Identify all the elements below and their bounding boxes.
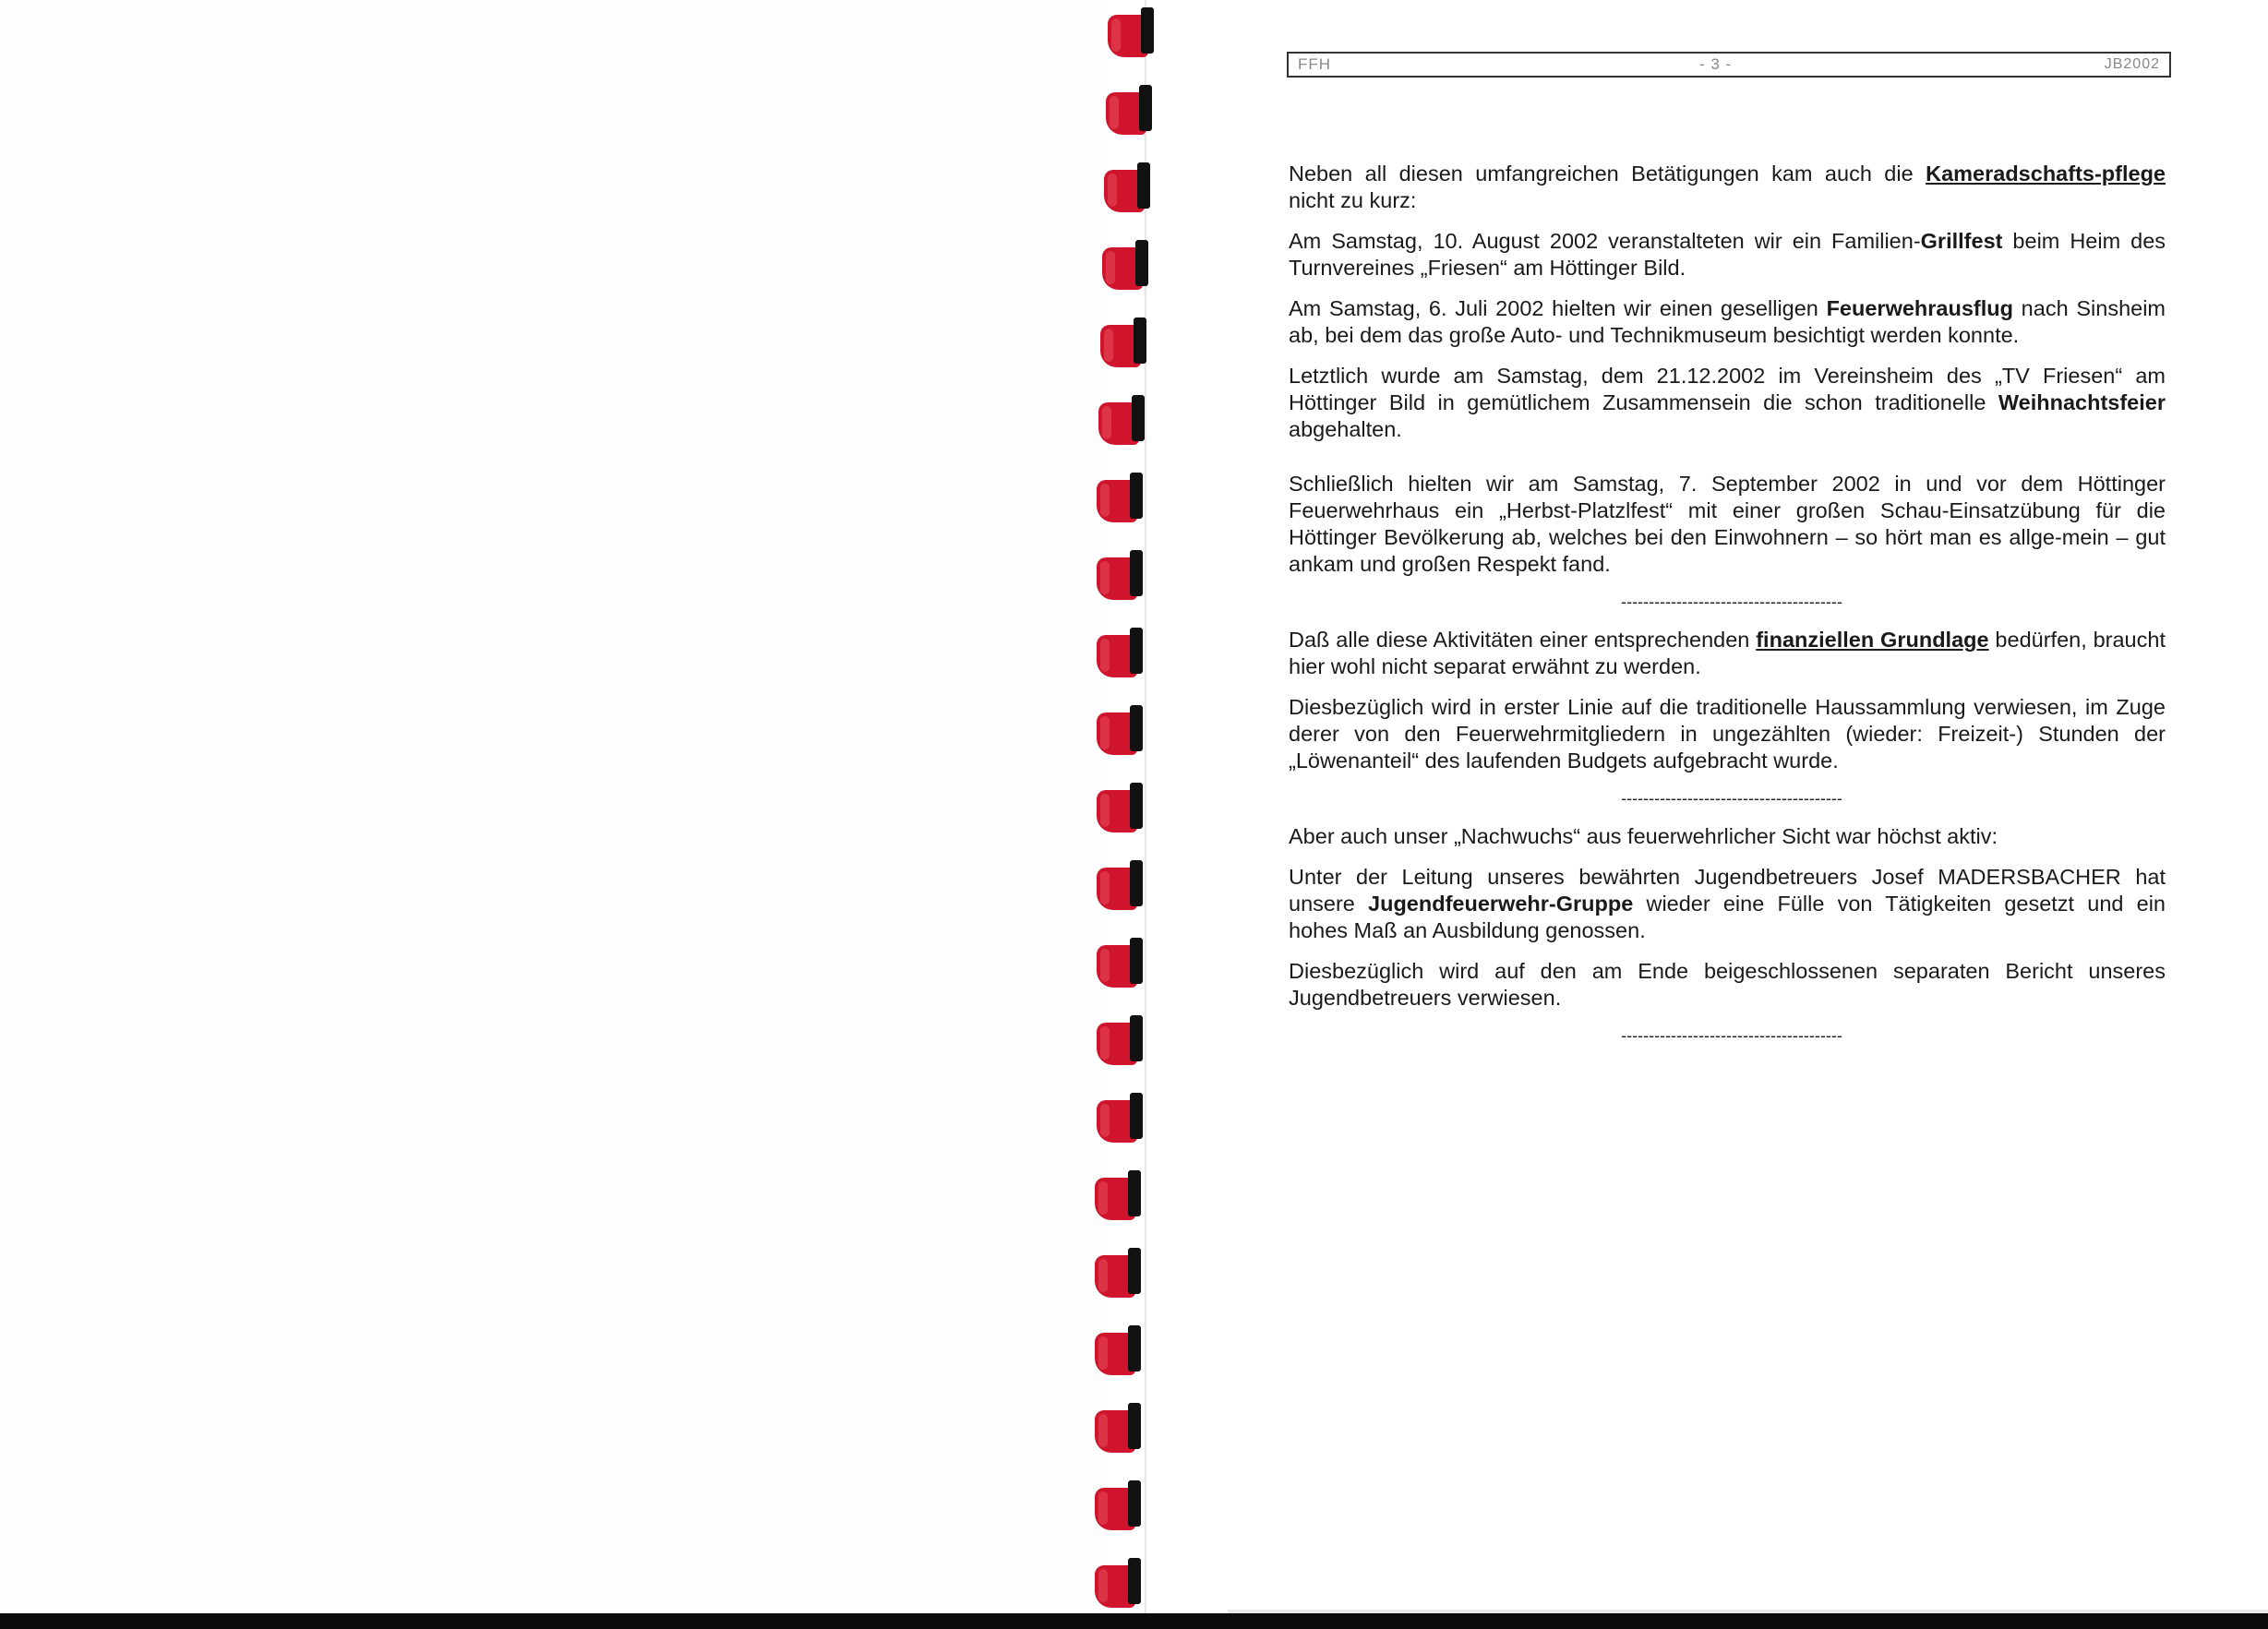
bold-term: Jugendfeuerwehr-Gruppe bbox=[1368, 892, 1634, 916]
binding-ring bbox=[1076, 1556, 1150, 1610]
binding-ring bbox=[1078, 936, 1152, 989]
paragraph: Diesbezüglich wird auf den am Ende beigeschlossenen separaten Bericht unseres Jugendbetreuers verwiesen. bbox=[1289, 959, 2166, 1010]
binding-ring bbox=[1082, 316, 1156, 369]
paragraph: Unter der Leitung unseres bewährten Jugendbetreuers Josef MADERSBACHER hat unsere Jugendfeuerwehr-Gruppe wieder eine Fülle von Tätigkeiten gesetzt und ein hohes Maß an Ausbildung genossen. bbox=[1289, 865, 2166, 942]
binding-ring bbox=[1076, 1246, 1150, 1300]
bold-term: Feuerwehrausflug bbox=[1826, 296, 2013, 320]
binding-ring bbox=[1087, 83, 1161, 137]
underlined-bold-term: finanziellen Grundlage bbox=[1756, 628, 1989, 652]
paragraph: Diesbezüglich wird in erster Linie auf die traditionelle Haussammlung verwiesen, im Zuge derer von den Feuerwehrmitgliedern in ungezählten (wieder: Freizeit-) Stunden der „Löwenanteil“ des laufenden Budgets aufgebracht wurde. bbox=[1289, 695, 2166, 773]
binding-ring bbox=[1076, 1168, 1150, 1222]
binding-ring bbox=[1078, 471, 1152, 524]
paragraph: Letztlich wurde am Samstag, dem 21.12.2002 im Vereinsheim des „TV Friesen“ am Höttinger Bild in gemütlichem Zusammensein die schon traditionelle Weihnachtsfeier abgehalten. bbox=[1289, 364, 2166, 441]
paragraph: Schließlich hielten wir am Samstag, 7. September 2002 in und vor dem Höttinger Feuerwehrhaus ein „Herbst-Platzlfest“ mit einer großen Schau-Einsatzübung für die Höttinger Bevölkerung ab, welches bei den Einwohnern – so hört man es allge-mein – gut ankam und großen Respekt fand. bbox=[1289, 472, 2166, 576]
page-number: - 3 - bbox=[1699, 55, 1733, 73]
bold-term: Weihnachtsfeier bbox=[1998, 390, 2166, 414]
binding-ring bbox=[1084, 238, 1158, 292]
spiral-binding bbox=[1089, 0, 1172, 1615]
bold-term: Grillfest bbox=[1920, 229, 2003, 253]
binding-ring bbox=[1076, 1324, 1150, 1377]
paragraph: Am Samstag, 6. Juli 2002 hielten wir einen geselligen Feuerwehrausflug nach Sinsheim ab, bei dem das große Auto- und Technikmuseum besichtigt werden konnte. bbox=[1289, 296, 2166, 347]
binding-ring bbox=[1078, 703, 1152, 757]
separator-line: ---------------------------------------- bbox=[1621, 1026, 1842, 1045]
separator-line: ---------------------------------------- bbox=[1621, 789, 1842, 808]
document-body bbox=[1289, 161, 2166, 1060]
binding-ring bbox=[1086, 161, 1159, 214]
page-header bbox=[1287, 52, 2171, 78]
binding-ring bbox=[1076, 1479, 1150, 1532]
binding-ring bbox=[1076, 1401, 1150, 1455]
paragraph: Aber auch unser „Nachwuchs“ aus feuerwehrlicher Sicht war höchst aktiv: bbox=[1289, 824, 1998, 848]
binding-ring bbox=[1080, 393, 1154, 447]
binding-ring bbox=[1078, 858, 1152, 912]
paragraph: Daß alle diese Aktivitäten einer entsprechenden finanziellen Grundlage bedürfen, braucht hier wohl nicht separat erwähnt zu werden. bbox=[1289, 628, 2166, 678]
binding-ring bbox=[1078, 1091, 1152, 1144]
separator-line: ---------------------------------------- bbox=[1621, 593, 1842, 611]
header-left-text: FFH bbox=[1298, 55, 1332, 73]
underlined-bold-term: Kameradschafts-pflege bbox=[1926, 162, 2166, 186]
left-blank-page bbox=[0, 0, 1108, 1615]
binding-ring bbox=[1078, 626, 1152, 679]
binding-ring bbox=[1078, 548, 1152, 602]
binding-ring bbox=[1078, 1013, 1152, 1067]
header-right-text: JB2002 bbox=[2104, 56, 2160, 72]
binding-ring bbox=[1078, 781, 1152, 834]
paragraph: Neben all diesen umfangreichen Betätigungen kam auch die Kameradschafts-pflege nicht zu kurz: bbox=[1289, 162, 2166, 212]
binding-ring bbox=[1089, 6, 1163, 59]
scanner-bottom-edge bbox=[0, 1613, 2268, 1629]
paragraph: Am Samstag, 10. August 2002 veranstalteten wir ein Familien-Grillfest beim Heim des Turnvereines „Friesen“ am Höttinger Bild. bbox=[1289, 229, 2166, 280]
